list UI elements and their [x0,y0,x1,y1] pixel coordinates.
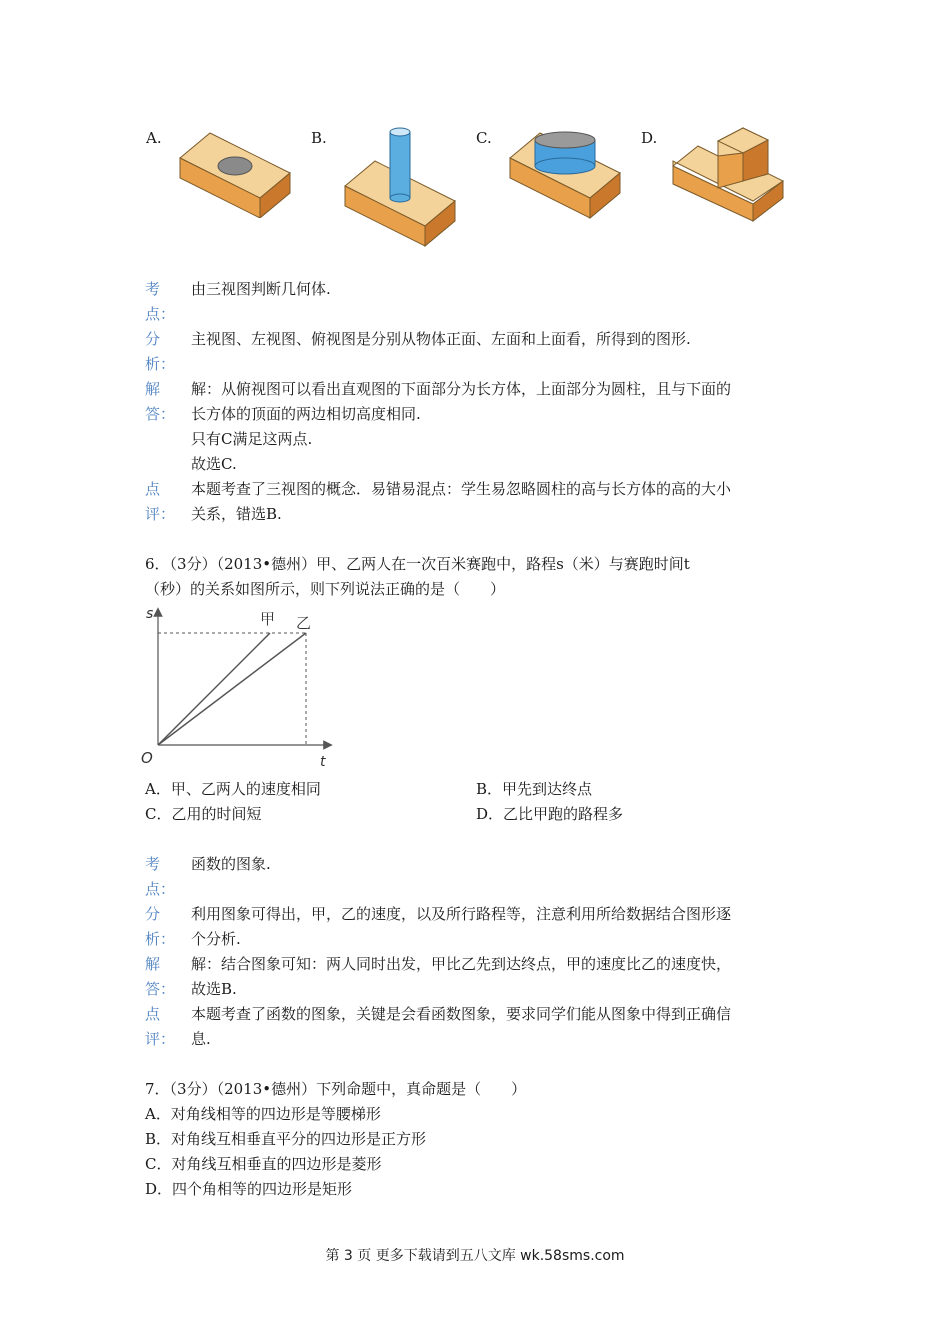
q6-fenxi-label-2: 析： [145,930,176,948]
q6-fenxi-label-1: 分 [145,905,161,923]
option-letter-c: C. [476,129,492,147]
q6-graph [138,600,338,772]
q6-jieda-label-1: 解 [145,955,161,973]
kaodian-label-2: 点： [145,305,176,323]
q7-option-d: D．四个角相等的四边形是矩形 [145,1180,353,1198]
jieda-line-3: 只有C满足这两点. [191,430,313,448]
jieda-line-1: 解：从俯视图可以看出直观图的下面部分为长方体，上面部分为圆柱，且与下面的 [191,380,732,398]
q6-option-c: C．乙用的时间短 [145,805,262,823]
q6-option-a: A．甲、乙两人的速度相同 [145,780,321,798]
dianping-label-2: 评： [145,505,176,523]
yi-label: 乙 [296,614,312,632]
q7-option-c: C．对角线互相垂直的四边形是菱形 [145,1155,382,1173]
fenxi-label-2: 析： [145,355,176,373]
y-axis-label: s [146,606,154,622]
q6-kaodian-label-2: 点： [145,880,176,898]
q6-dianping-label-1: 点 [145,1005,161,1023]
figure-b [340,126,460,250]
q6-option-d: D．乙比甲跑的路程多 [476,805,624,823]
figure-c [505,128,625,222]
q6-stem-line-2: （秒）的关系如图所示，则下列说法正确的是（ ） [145,580,506,598]
q6-option-b: B．甲先到达终点 [476,780,593,798]
q6-fenxi-line-2: 个分析. [191,930,241,948]
dianping-label-1: 点 [145,480,161,498]
q6-jieda-label-2: 答： [145,980,176,998]
jieda-line-4: 故选C. [191,455,237,473]
q6-stem-line-1: 6．（3分）（2013•德州）甲、乙两人在一次百米赛跑中，路程s（米）与赛跑时间t [145,555,690,573]
q6-fenxi-line-1: 利用图象可得出，甲，乙的速度，以及所行路程等，注意利用所给数据结合图形逐 [191,905,732,923]
figure-d [668,126,788,222]
dianping-line-1: 本题考查了三视图的概念．易错易混点：学生易忽略圆柱的高与长方体的高的大小 [191,480,732,498]
x-axis-label: t [320,754,326,770]
q6-jieda-line-2: 故选B. [191,980,237,998]
q7-option-a: A．对角线相等的四边形是等腰梯形 [145,1105,381,1123]
fenxi-text: 主视图、左视图、俯视图是分别从物体正面、左面和上面看，所得到的图形. [191,330,691,348]
q6-kaodian-text: 函数的图象. [191,855,271,873]
q6-dianping-line-2: 息. [191,1030,211,1048]
q7-option-b: B．对角线互相垂直平分的四边形是正方形 [145,1130,427,1148]
line-yi [158,633,306,745]
jieda-label-1: 解 [145,380,161,398]
figure-a [175,128,295,218]
jieda-label-2: 答： [145,405,176,423]
fenxi-label-1: 分 [145,330,161,348]
jieda-line-2: 长方体的顶面的两边相切高度相同. [191,405,421,423]
kaodian-text: 由三视图判断几何体. [191,280,331,298]
line-jia [158,633,270,745]
option-letter-a: A. [146,129,162,147]
option-letter-b: B. [311,129,327,147]
q6-kaodian-label-1: 考 [145,855,161,873]
dianping-line-2: 关系，错选B. [191,505,282,523]
q6-dianping-label-2: 评： [145,1030,176,1048]
origin-label: O [141,749,153,767]
kaodian-label-1: 考 [145,280,161,298]
option-letter-d: D. [641,129,658,147]
jia-label: 甲 [260,610,276,628]
q7-stem: 7．（3分）（2013•德州）下列命题中，真命题是（ ） [145,1080,527,1098]
q6-jieda-line-1: 解：结合图象可知：两人同时出发，甲比乙先到达终点，甲的速度比乙的速度快， [191,955,732,973]
page-footer: 第 3 页 更多下载请到五八文库 wk.58sms.com [325,1248,625,1264]
q6-dianping-line-1: 本题考查了函数的图象，关键是会看函数图象，要求同学们能从图象中得到正确信 [191,1005,732,1023]
